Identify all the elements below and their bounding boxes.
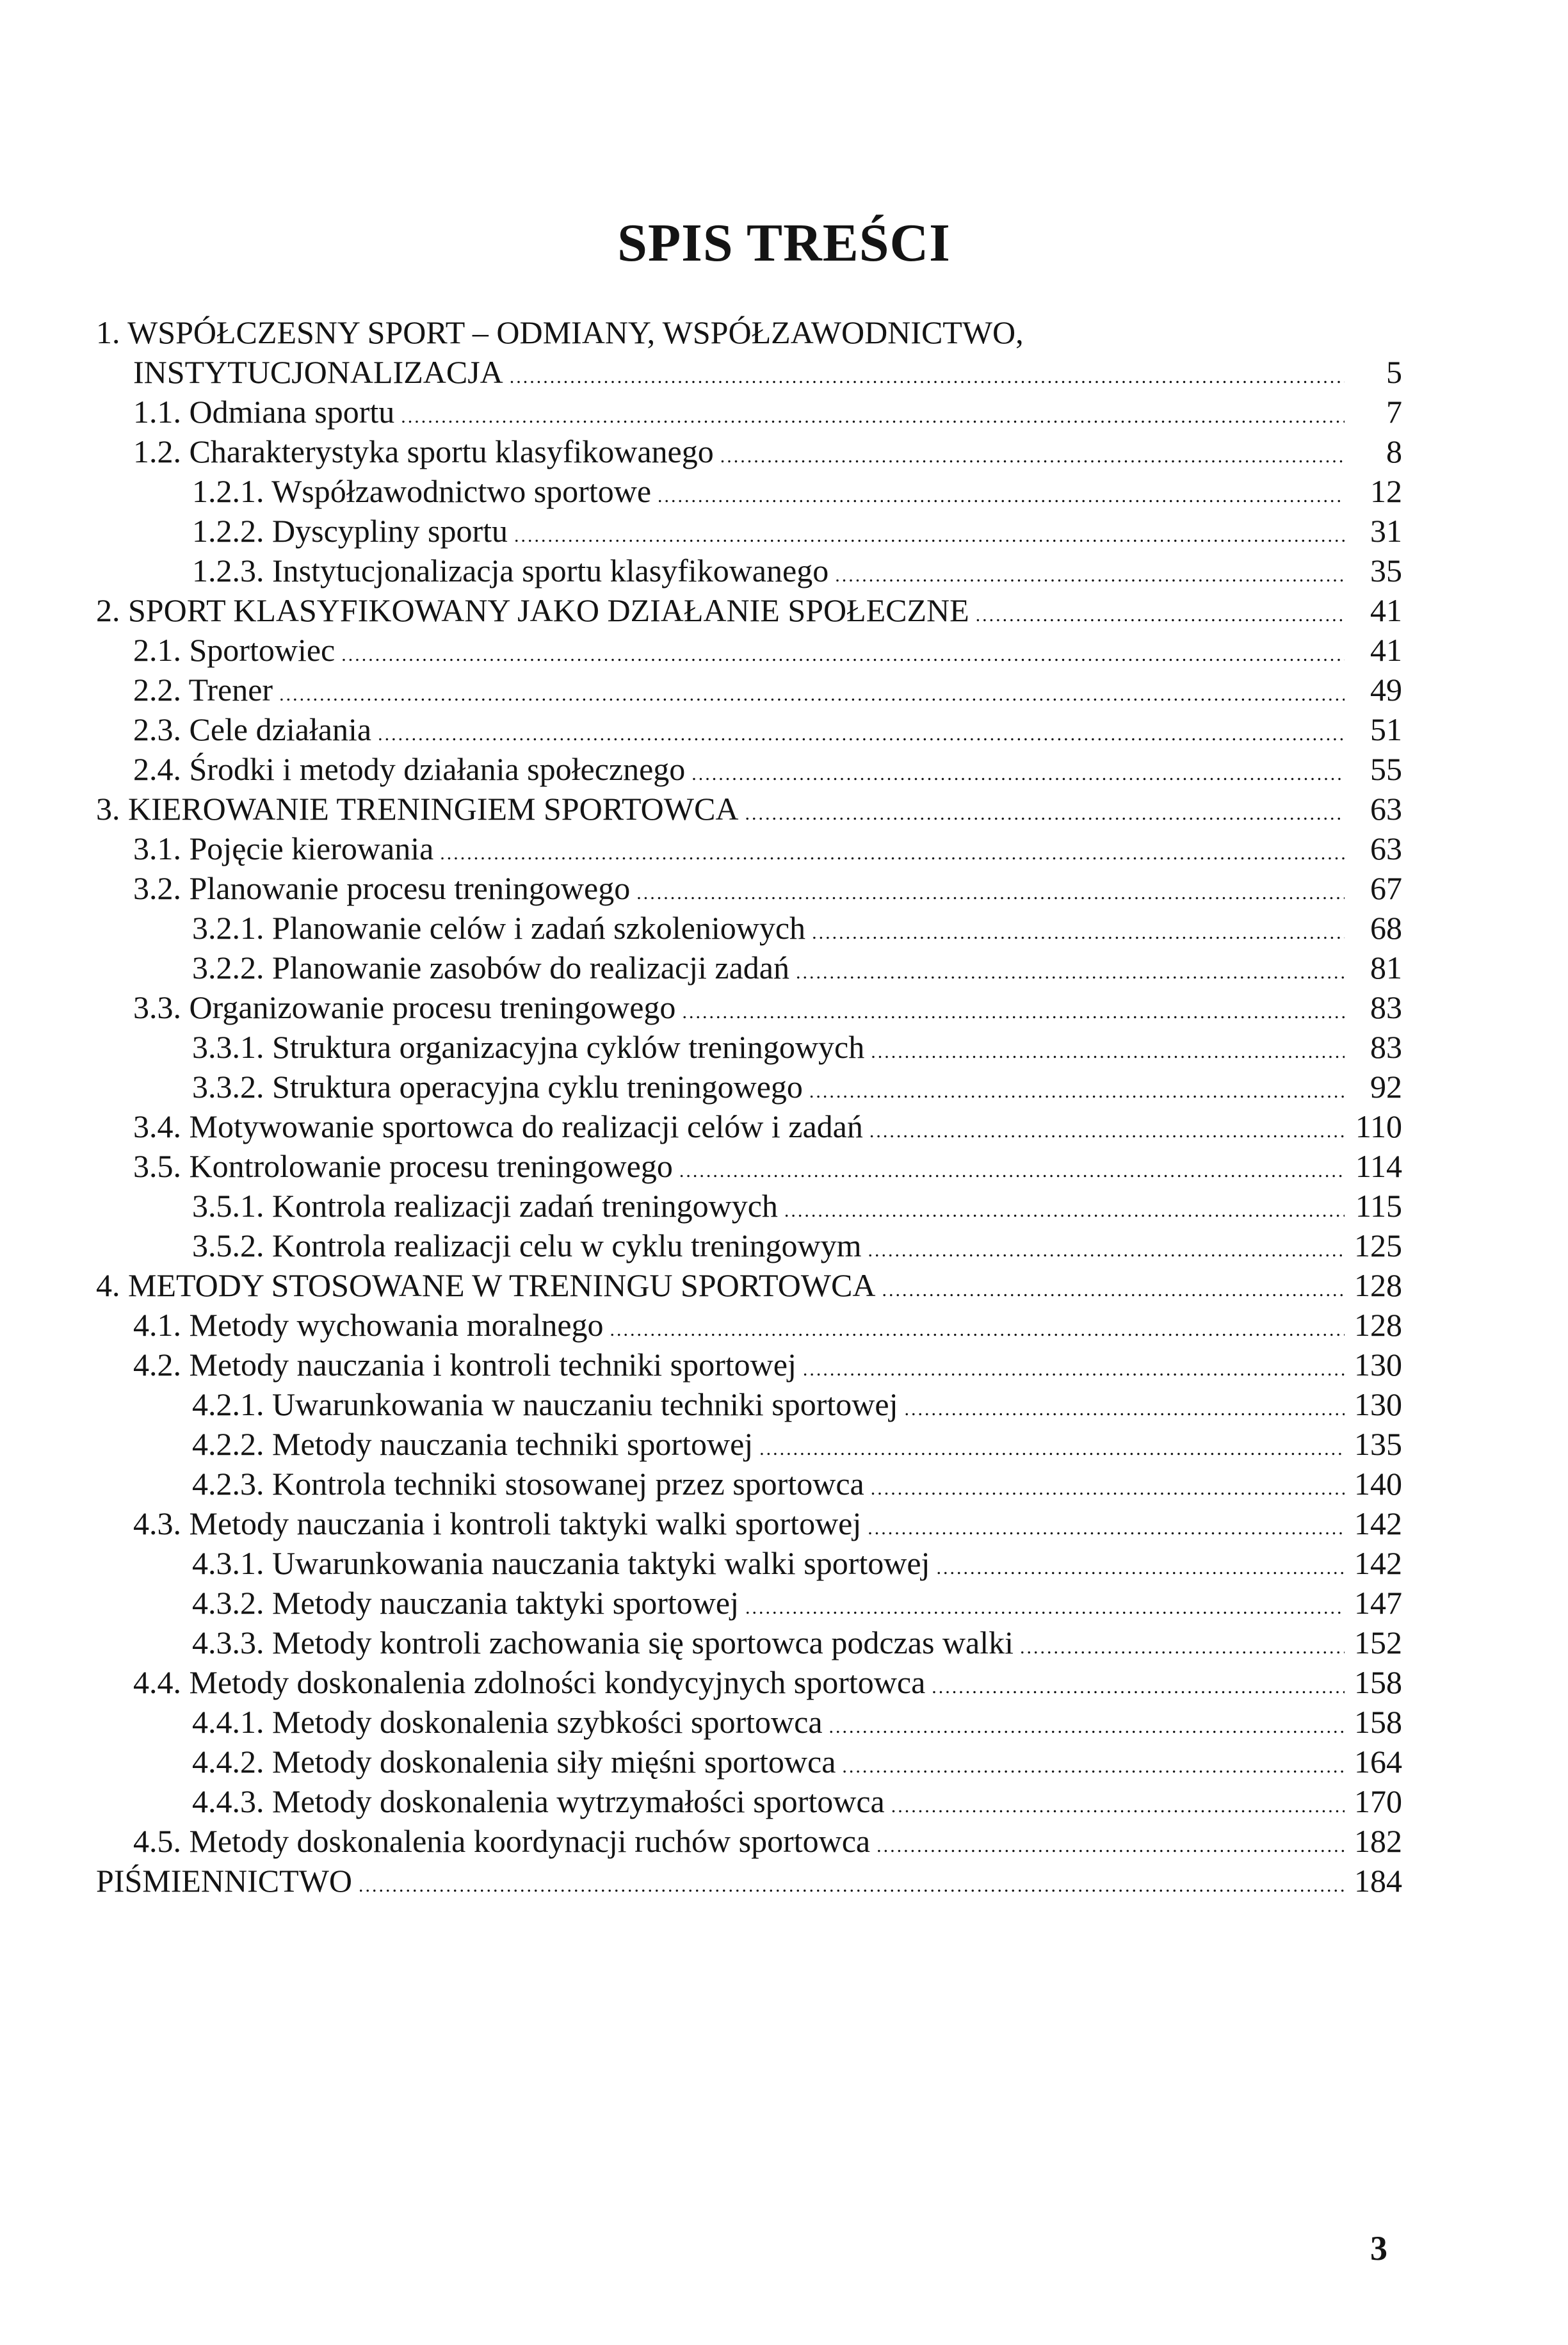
toc-entry bbox=[96, 1504, 1402, 1543]
dot-leader bbox=[510, 357, 1345, 397]
dot-leader bbox=[401, 397, 1345, 437]
toc-entry-page: 8 bbox=[1386, 434, 1402, 469]
toc-entry-label: 1. WSPÓŁCZESNY SPORT – ODMIANY, WSPÓŁZAWODNICTWO, bbox=[96, 314, 1024, 350]
toc-entry-page: 63 bbox=[1370, 831, 1402, 866]
toc-entry-page: 125 bbox=[1354, 1228, 1402, 1263]
dot-leader bbox=[891, 1787, 1345, 1826]
toc-entry-page: 55 bbox=[1370, 751, 1402, 787]
dot-leader bbox=[784, 1191, 1345, 1231]
dot-leader bbox=[882, 1270, 1345, 1310]
dot-leader bbox=[514, 516, 1345, 556]
dot-leader bbox=[869, 1112, 1345, 1151]
toc-entry-page: 31 bbox=[1370, 513, 1402, 549]
toc-entry-page: 170 bbox=[1354, 1783, 1402, 1819]
toc-entry bbox=[96, 948, 1402, 987]
page-title: SPIS TREŚCI bbox=[617, 213, 951, 273]
toc-entry-page: 12 bbox=[1370, 473, 1402, 509]
dot-leader bbox=[682, 993, 1345, 1032]
toc-entry bbox=[96, 1464, 1402, 1504]
toc-entry-label: 1.2.1. Współzawodnictwo sportowe bbox=[192, 473, 652, 509]
dot-leader bbox=[936, 1548, 1345, 1588]
toc-entry bbox=[96, 1226, 1402, 1265]
dot-leader bbox=[359, 1866, 1345, 1906]
dot-leader bbox=[803, 1350, 1345, 1390]
toc-entry bbox=[96, 1345, 1402, 1384]
toc-entry-page: 152 bbox=[1354, 1625, 1402, 1660]
dot-leader bbox=[871, 1032, 1345, 1072]
dot-leader bbox=[679, 1151, 1345, 1191]
toc-entry-page: 5 bbox=[1386, 354, 1402, 390]
dot-leader bbox=[440, 834, 1345, 873]
toc-entry-page: 147 bbox=[1354, 1585, 1402, 1621]
toc-entry-label: 3.3.1. Struktura organizacyjna cyklów treningowych bbox=[192, 1029, 865, 1065]
toc-entry-page: 158 bbox=[1354, 1664, 1402, 1700]
toc-entry bbox=[96, 1067, 1402, 1107]
toc-entry-label: 3.2. Planowanie procesu treningowego bbox=[133, 870, 631, 906]
toc-entry-label: 3.3.2. Struktura operacyjna cyklu treningowego bbox=[192, 1069, 803, 1105]
dot-leader bbox=[610, 1310, 1345, 1350]
dot-leader bbox=[904, 1390, 1345, 1429]
toc-entry-page: 140 bbox=[1354, 1466, 1402, 1502]
toc-entry bbox=[96, 590, 1402, 630]
toc-entry bbox=[96, 1821, 1402, 1861]
toc-entry-page: 135 bbox=[1354, 1426, 1402, 1462]
toc-entry-page: 51 bbox=[1370, 711, 1402, 747]
toc-entry bbox=[96, 829, 1402, 868]
toc-entry-page: 164 bbox=[1354, 1744, 1402, 1780]
toc-entry-page: 35 bbox=[1370, 553, 1402, 588]
toc-entry-label: 4.3.3. Metody kontroli zachowania się sportowca podczas walki bbox=[192, 1625, 1014, 1660]
toc-entry bbox=[96, 1424, 1402, 1464]
toc-entry bbox=[96, 352, 1402, 392]
toc-entry bbox=[96, 789, 1402, 829]
toc-entry bbox=[96, 1146, 1402, 1186]
toc-entry-label: 2.3. Cele działania bbox=[133, 711, 372, 747]
toc-entry-label: 4.4.3. Metody doskonalenia wytrzymałości sportowca bbox=[192, 1783, 885, 1819]
toc-entry bbox=[96, 749, 1402, 789]
dot-leader bbox=[835, 556, 1345, 596]
toc-entry bbox=[96, 1702, 1402, 1742]
toc-entry bbox=[96, 1781, 1402, 1821]
toc-entry bbox=[96, 1662, 1402, 1702]
toc-entry-page: 41 bbox=[1370, 632, 1402, 668]
dot-leader bbox=[868, 1509, 1345, 1548]
toc-entry-label: 4.4. Metody doskonalenia zdolności kondycyjnych sportowca bbox=[133, 1664, 926, 1700]
dot-leader bbox=[829, 1707, 1345, 1747]
toc-entry bbox=[96, 630, 1402, 670]
toc-entry bbox=[96, 1742, 1402, 1781]
dot-leader bbox=[809, 1072, 1345, 1112]
dot-leader bbox=[636, 873, 1345, 913]
toc-entry-page: 83 bbox=[1370, 989, 1402, 1025]
toc-entry bbox=[96, 1265, 1402, 1305]
toc-entry bbox=[96, 1623, 1402, 1662]
toc-entry-page: 114 bbox=[1355, 1148, 1402, 1184]
toc-entry bbox=[96, 312, 1402, 352]
toc-entry-page: 115 bbox=[1355, 1188, 1402, 1224]
toc-entry bbox=[96, 1186, 1402, 1226]
toc-entry-label: 1.2.3. Instytucjonalizacja sportu klasyfikowanego bbox=[192, 553, 829, 588]
toc-entry-page: 41 bbox=[1370, 592, 1402, 628]
toc-entry-label: PIŚMIENNICTWO bbox=[96, 1863, 352, 1899]
toc-entry-page: 67 bbox=[1370, 870, 1402, 906]
toc-entry-label: 3.5.1. Kontrola realizacji zadań treningowych bbox=[192, 1188, 778, 1224]
toc-entry-label: 3.3. Organizowanie procesu treningowego bbox=[133, 989, 676, 1025]
toc-entry bbox=[96, 551, 1402, 590]
toc-entry bbox=[96, 1384, 1402, 1424]
dot-leader bbox=[1020, 1628, 1345, 1667]
toc-entry-page: 7 bbox=[1386, 394, 1402, 430]
toc-entry bbox=[96, 1305, 1402, 1345]
toc-entry-label: 4.3. Metody nauczania i kontroli taktyki walki sportowej bbox=[133, 1505, 862, 1541]
dot-leader bbox=[759, 1429, 1345, 1469]
dot-leader bbox=[341, 635, 1345, 675]
page-number: 3 bbox=[1370, 2229, 1387, 2268]
toc-entry-label: 3. KIEROWANIE TRENINGIEM SPORTOWCA bbox=[96, 791, 739, 827]
toc-entry-page: 128 bbox=[1354, 1307, 1402, 1343]
dot-leader bbox=[871, 1469, 1345, 1509]
toc-entry-label: 3.2.1. Planowanie celów i zadań szkoleniowych bbox=[192, 910, 806, 946]
toc-entry-label: 2.1. Sportowiec bbox=[133, 632, 335, 668]
toc-entry-label: 3.2.2. Planowanie zasobów do realizacji zadań bbox=[192, 950, 789, 986]
toc-entry-page: 49 bbox=[1370, 672, 1402, 708]
toc-entry-label: 4.3.1. Uwarunkowania nauczania taktyki walki sportowej bbox=[192, 1545, 930, 1581]
toc-entry-label: 4.3.2. Metody nauczania taktyki sportowej bbox=[192, 1585, 739, 1621]
toc-entry bbox=[96, 987, 1402, 1027]
toc-entry-label: 4.2. Metody nauczania i kontroli techniki sportowej bbox=[133, 1347, 796, 1383]
toc-entry bbox=[96, 511, 1402, 551]
table-of-contents bbox=[96, 312, 1402, 1901]
toc-entry-page: 83 bbox=[1370, 1029, 1402, 1065]
toc-entry-label: 2.2. Trener bbox=[133, 672, 273, 708]
dot-leader bbox=[745, 794, 1345, 834]
toc-entry bbox=[96, 1861, 1402, 1901]
toc-entry bbox=[96, 710, 1402, 749]
toc-entry bbox=[96, 471, 1402, 511]
toc-entry-page: 184 bbox=[1354, 1863, 1402, 1899]
toc-entry-label: 4.5. Metody doskonalenia koordynacji ruchów sportowca bbox=[133, 1823, 871, 1859]
toc-entry bbox=[96, 670, 1402, 710]
toc-entry-page: 110 bbox=[1355, 1108, 1402, 1144]
toc-entry-label: 1.1. Odmiana sportu bbox=[133, 394, 395, 430]
toc-entry-page: 182 bbox=[1354, 1823, 1402, 1859]
toc-entry-label: 4. METODY STOSOWANE W TRENINGU SPORTOWCA bbox=[96, 1267, 876, 1303]
toc-entry-label: 3.4. Motywowanie sportowca do realizacji celów i zadań bbox=[133, 1108, 863, 1144]
toc-entry bbox=[96, 1583, 1402, 1623]
toc-entry bbox=[96, 1107, 1402, 1146]
toc-entry-label: 4.4.2. Metody doskonalenia siły mięśni sportowca bbox=[192, 1744, 836, 1780]
dot-leader bbox=[658, 476, 1345, 516]
toc-entry-page: 92 bbox=[1370, 1069, 1402, 1105]
toc-entry-label: 1.2.2. Dyscypliny sportu bbox=[192, 513, 508, 549]
toc-entry-page: 158 bbox=[1354, 1704, 1402, 1740]
toc-entry-page: 81 bbox=[1370, 950, 1402, 986]
dot-leader bbox=[378, 715, 1345, 754]
toc-entry-page: 130 bbox=[1354, 1386, 1402, 1422]
toc-entry-label: 4.4.1. Metody doskonalenia szybkości sportowca bbox=[192, 1704, 823, 1740]
toc-entry bbox=[96, 1543, 1402, 1583]
dot-leader bbox=[932, 1667, 1345, 1707]
toc-entry-label: 2. SPORT KLASYFIKOWANY JAKO DZIAŁANIE SPOŁECZNE bbox=[96, 592, 969, 628]
toc-entry-label: 2.4. Środki i metody działania społecznego bbox=[133, 751, 686, 787]
toc-entry-label: 4.2.1. Uwarunkowania w nauczaniu techniki sportowej bbox=[192, 1386, 898, 1422]
toc-entry bbox=[96, 868, 1402, 908]
dot-leader bbox=[691, 754, 1345, 794]
dot-leader bbox=[279, 675, 1345, 715]
toc-entry-label: 4.1. Metody wychowania moralnego bbox=[133, 1307, 604, 1343]
toc-entry-label: 4.2.2. Metody nauczania techniki sportowej bbox=[192, 1426, 754, 1462]
toc-entry-page: 128 bbox=[1354, 1267, 1402, 1303]
dot-leader bbox=[720, 437, 1345, 476]
toc-entry-page: 130 bbox=[1354, 1347, 1402, 1383]
toc-entry bbox=[96, 908, 1402, 948]
toc-entry-label: 3.5.2. Kontrola realizacji celu w cyklu treningowym bbox=[192, 1228, 862, 1263]
toc-entry bbox=[96, 392, 1402, 432]
dot-leader bbox=[812, 913, 1345, 953]
dot-leader bbox=[868, 1231, 1345, 1270]
toc-entry bbox=[96, 1027, 1402, 1067]
dot-leader bbox=[796, 953, 1345, 993]
toc-entry-page: 142 bbox=[1354, 1545, 1402, 1581]
dot-leader bbox=[842, 1747, 1345, 1787]
dot-leader bbox=[976, 596, 1345, 635]
toc-entry-label: 3.1. Pojęcie kierowania bbox=[133, 831, 434, 866]
toc-entry-label: 3.5. Kontrolowanie procesu treningowego bbox=[133, 1148, 673, 1184]
toc-entry-label: 1.2. Charakterystyka sportu klasyfikowanego bbox=[133, 434, 714, 469]
dot-leader bbox=[877, 1826, 1345, 1866]
dot-leader bbox=[745, 1588, 1345, 1628]
toc-entry-page: 63 bbox=[1370, 791, 1402, 827]
toc-entry-page: 142 bbox=[1354, 1505, 1402, 1541]
toc-entry-label: INSTYTUCJONALIZACJA bbox=[133, 354, 503, 390]
toc-entry-label: 4.2.3. Kontrola techniki stosowanej przez sportowca bbox=[192, 1466, 864, 1502]
toc-entry-page: 68 bbox=[1370, 910, 1402, 946]
toc-entry bbox=[96, 432, 1402, 471]
